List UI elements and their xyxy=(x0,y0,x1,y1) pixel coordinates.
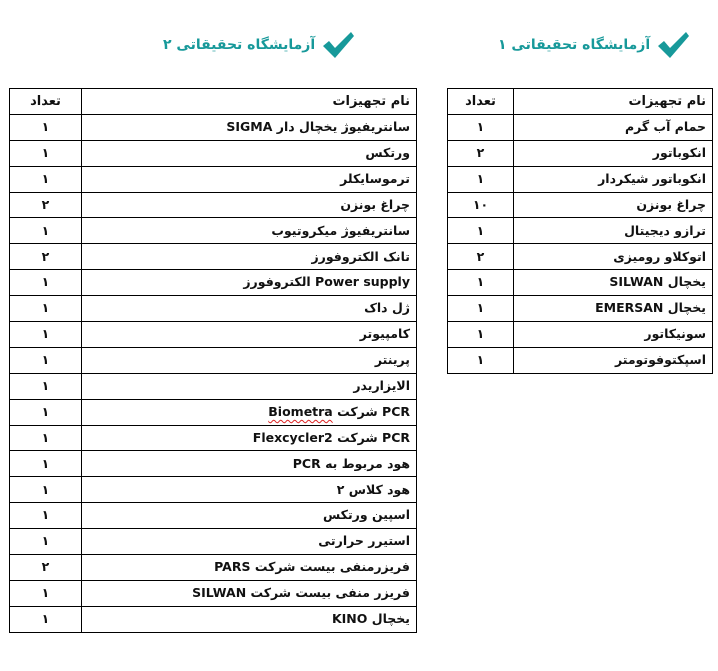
equipment-count: ۱ xyxy=(10,477,82,503)
table-row xyxy=(10,529,417,555)
equipment-count: ۲ xyxy=(448,140,514,166)
equipment-name: اتوکلاو رومیزی xyxy=(514,244,713,270)
equipment-count: ۱ xyxy=(10,503,82,529)
table-row xyxy=(10,503,417,529)
table-header-row xyxy=(10,89,417,115)
equipment-name: فریزرمنفی بیست شرکت PARS xyxy=(82,555,417,581)
equipment-name: انکوباتور شیکردار xyxy=(514,166,713,192)
equipment-name: فریزر منفی بیست شرکت SILWAN xyxy=(82,580,417,606)
equipment-count: ۱ xyxy=(10,270,82,296)
equipment-name: PCR شرکت Biometra xyxy=(82,399,417,425)
equipment-name: ترموسایکلر xyxy=(82,166,417,192)
table-row xyxy=(448,270,713,296)
table-row xyxy=(448,114,713,140)
equipment-name: PCR شرکت Flexcycler2 xyxy=(82,425,417,451)
equipment-count: ۱۰ xyxy=(448,192,514,218)
checkmark-icon xyxy=(321,30,355,60)
lab2-title-text: آزمایشگاه تحقیقاتی ۲ xyxy=(163,37,316,53)
equipment-name: ژل داک xyxy=(82,296,417,322)
equipment-count: ۱ xyxy=(10,529,82,555)
table-row xyxy=(10,114,417,140)
checkmark-icon xyxy=(656,30,690,60)
equipment-name: هود مربوط به PCR xyxy=(82,451,417,477)
table-row xyxy=(10,580,417,606)
table-row xyxy=(448,347,713,373)
equipment-count: ۱ xyxy=(448,347,514,373)
table-row xyxy=(10,451,417,477)
equipment-count: ۱ xyxy=(10,166,82,192)
equipment-count: ۱ xyxy=(10,425,82,451)
equipment-name: Power supply الکتروفورز xyxy=(82,270,417,296)
equipment-name: اسپکتوفوتومتر xyxy=(514,347,713,373)
equipment-count: ۱ xyxy=(10,580,82,606)
equipment-name: یخچال SILWAN xyxy=(514,270,713,296)
equipment-name: چراغ بونزن xyxy=(82,192,417,218)
table-row xyxy=(10,425,417,451)
equipment-count: ۲ xyxy=(10,192,82,218)
equipment-name: ورتکس xyxy=(82,140,417,166)
equipment-name: تانک الکتروفورز xyxy=(82,244,417,270)
equipment-count: ۱ xyxy=(10,140,82,166)
equipment-name: پرینتر xyxy=(82,347,417,373)
table-row xyxy=(10,347,417,373)
table-row xyxy=(448,166,713,192)
table-row xyxy=(448,218,713,244)
table-row xyxy=(448,192,713,218)
equipment-count: ۱ xyxy=(448,270,514,296)
equipment-name: هود کلاس ۲ xyxy=(82,477,417,503)
equipment-count: ۱ xyxy=(10,296,82,322)
equipment-name: الایزاریدر xyxy=(82,373,417,399)
equipment-name: سونیکاتور xyxy=(514,322,713,348)
lab1-title xyxy=(498,30,690,60)
table-row xyxy=(10,477,417,503)
equipment-name: اسپین ورتکس xyxy=(82,503,417,529)
equipment-count: ۱ xyxy=(10,606,82,632)
table-header-row xyxy=(448,89,713,115)
lab1-title-text: آزمایشگاه تحقیقاتی ۱ xyxy=(498,37,651,53)
table-row xyxy=(10,244,417,270)
equipment-count: ۱ xyxy=(10,347,82,373)
equipment-count: ۱ xyxy=(10,218,82,244)
table-row xyxy=(10,373,417,399)
table-row xyxy=(10,606,417,632)
equipment-name: ترازو دیجیتال xyxy=(514,218,713,244)
lab1-equipment-table xyxy=(447,88,713,374)
equipment-count: ۱ xyxy=(448,166,514,192)
table-row xyxy=(10,322,417,348)
header-name: نام تجهیزات xyxy=(82,89,417,115)
equipment-count: ۲ xyxy=(10,555,82,581)
equipment-name: چراغ بونزن xyxy=(514,192,713,218)
table-row xyxy=(10,296,417,322)
table-row xyxy=(10,555,417,581)
lab2-equipment-table xyxy=(9,88,417,633)
table-row xyxy=(10,140,417,166)
equipment-name: سانتریفیوژ یخچال دار SIGMA xyxy=(82,114,417,140)
equipment-name: سانتریفیوژ میکروتیوب xyxy=(82,218,417,244)
equipment-count: ۱ xyxy=(10,114,82,140)
table-row xyxy=(10,218,417,244)
equipment-count: ۱ xyxy=(10,373,82,399)
equipment-name: استیرر حرارتی xyxy=(82,529,417,555)
equipment-count: ۱ xyxy=(448,218,514,244)
table-row xyxy=(10,166,417,192)
table-row xyxy=(10,270,417,296)
table-row xyxy=(10,399,417,425)
header-count: تعداد xyxy=(10,89,82,115)
equipment-count: ۱ xyxy=(10,399,82,425)
equipment-count: ۱ xyxy=(448,114,514,140)
lab2-title xyxy=(163,30,355,60)
table-row xyxy=(10,192,417,218)
equipment-count: ۲ xyxy=(10,244,82,270)
equipment-name: یخچال EMERSAN xyxy=(514,296,713,322)
equipment-name: انکوباتور xyxy=(514,140,713,166)
header-count: تعداد xyxy=(448,89,514,115)
equipment-count: ۱ xyxy=(448,322,514,348)
equipment-count: ۱ xyxy=(10,322,82,348)
equipment-name: حمام آب گرم xyxy=(514,114,713,140)
header-name: نام تجهیزات xyxy=(514,89,713,115)
table-row xyxy=(448,244,713,270)
table-row xyxy=(448,140,713,166)
equipment-name: کامپیوتر xyxy=(82,322,417,348)
table-row xyxy=(448,322,713,348)
table-row xyxy=(448,296,713,322)
equipment-count: ۱ xyxy=(10,451,82,477)
equipment-count: ۱ xyxy=(448,296,514,322)
equipment-name: یخچال KINO xyxy=(82,606,417,632)
equipment-count: ۲ xyxy=(448,244,514,270)
